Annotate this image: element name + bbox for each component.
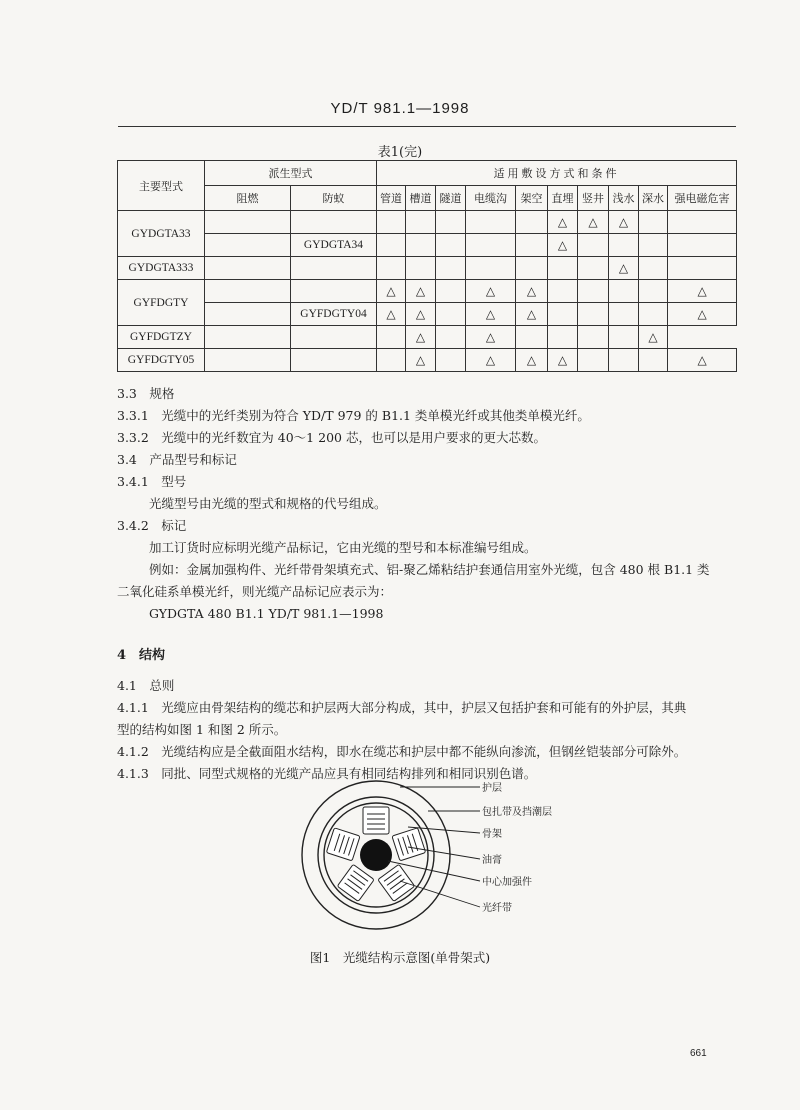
cell-condition-mark [377, 326, 406, 349]
header-condition: 隧道 [436, 186, 466, 211]
cell-condition-mark: △ [548, 234, 578, 257]
table-row [118, 234, 737, 257]
cell-condition-mark: △ [516, 303, 548, 326]
cell-condition-mark [548, 257, 578, 280]
section-3-4: 3.4 产品型号和标记 [117, 452, 237, 467]
cell-condition-mark [377, 211, 406, 234]
header-anti-termite: 防蚁 [291, 186, 377, 211]
cell-condition-mark [609, 280, 639, 303]
cell-condition-mark: △ [406, 280, 436, 303]
cell-main-type: GYFDGTY05 [118, 349, 205, 372]
cell-condition-mark [436, 326, 466, 349]
header-condition: 深水 [639, 186, 668, 211]
cell-condition-mark [639, 211, 668, 234]
cell-condition-mark [609, 349, 639, 372]
cell-condition-mark: △ [377, 303, 406, 326]
cell-flame [205, 257, 291, 280]
clause-3-3-1: 3.3.1 光缆中的光纤类别为符合 YD/T 979 的 B1.1 类单模光纤或其他类单模光纤。 [117, 408, 590, 423]
cell-condition-mark: △ [406, 326, 436, 349]
cell-termite: GYFDGTY04 [291, 303, 377, 326]
clause-3-4-2-example-cont: 二氧化硅系单模光纤，则光缆产品标记应表示为： [117, 584, 393, 599]
cell-condition-mark [668, 211, 737, 234]
cell-condition-mark [668, 257, 737, 280]
cell-condition-mark [466, 211, 516, 234]
header-condition: 管道 [377, 186, 406, 211]
table-row [118, 211, 737, 234]
label-sheath: 护层 [482, 783, 502, 794]
cell-condition-mark: △ [406, 349, 436, 372]
table-row [118, 257, 737, 280]
cell-flame [205, 234, 291, 257]
header-condition: 槽道 [406, 186, 436, 211]
cell-condition-mark: △ [516, 280, 548, 303]
cell-condition-mark [609, 234, 639, 257]
header-condition: 电缆沟 [466, 186, 516, 211]
label-jelly: 油膏 [482, 855, 502, 866]
cell-termite: GYDGTA34 [291, 234, 377, 257]
spec-table [117, 160, 737, 372]
cell-condition-mark [578, 303, 609, 326]
cell-main-type: GYDGTA333 [118, 257, 205, 280]
cell-condition-mark [406, 257, 436, 280]
cell-condition-mark [377, 349, 406, 372]
cell-condition-mark [639, 234, 668, 257]
label-skeleton: 骨架 [482, 829, 502, 840]
table-row [118, 349, 737, 372]
cell-condition-mark: △ [377, 280, 406, 303]
fiber-slot [392, 828, 426, 861]
header-flame-retardant: 阻燃 [205, 186, 291, 211]
header-rule [118, 126, 736, 127]
cell-condition-mark: △ [668, 303, 737, 326]
cell-condition-mark [668, 234, 737, 257]
header-condition: 竖井 [578, 186, 609, 211]
cell-condition-mark: △ [668, 280, 737, 303]
cell-condition-mark: △ [406, 303, 436, 326]
cell-condition-mark [436, 349, 466, 372]
clause-4-1-1-cont: 型的结构如图 1 和图 2 所示。 [117, 722, 287, 737]
cell-termite [205, 326, 291, 349]
header-derived-type: 派生型式 [205, 161, 377, 186]
cell-condition-mark [377, 257, 406, 280]
cell-flame [205, 280, 291, 303]
fiber-slot [363, 807, 389, 834]
cell-condition-mark: △ [578, 211, 609, 234]
cell-flame [205, 211, 291, 234]
header-condition: 浅水 [609, 186, 639, 211]
cell-condition-mark [436, 257, 466, 280]
cell-condition-mark [639, 280, 668, 303]
table-caption: 表1(完) [377, 145, 423, 160]
cell-condition-mark: △ [639, 326, 668, 349]
label-wrapping-tape: 包扎带及挡潮层 [482, 807, 552, 818]
cell-flame [205, 349, 291, 372]
header-condition: 架空 [516, 186, 548, 211]
cell-condition-mark [516, 257, 548, 280]
cell-condition-mark [578, 326, 609, 349]
clause-3-4-1-text: 光缆型号由光缆的型式和规格的代号组成。 [149, 496, 387, 511]
cell-condition-mark [548, 303, 578, 326]
clause-4-1-1: 4.1.1 光缆应由骨架结构的缆芯和护层两大部分构成，其中，护层又包括护套和可能有的外护层，其典 [117, 700, 687, 715]
figure-caption: 图1 光缆结构示意图(单骨架式) [309, 950, 491, 965]
cell-condition-mark [406, 234, 436, 257]
cell-termite [291, 280, 377, 303]
cell-condition-mark [436, 211, 466, 234]
clause-4-1-3: 4.1.3 同批、同型式规格的光缆产品应具有相同结构排列和相同识别色谱。 [117, 766, 537, 781]
cell-termite [291, 349, 377, 372]
cell-flame [205, 303, 291, 326]
cell-condition-mark [639, 257, 668, 280]
table-row [118, 280, 737, 303]
header-condition: 直埋 [548, 186, 578, 211]
cell-condition-mark: △ [548, 349, 578, 372]
clause-3-4-2-text: 加工订货时应标明光缆产品标记，它由光缆的型号和本标准编号组成。 [149, 540, 537, 555]
cell-condition-mark [609, 326, 639, 349]
document-header: YD/T 981.1—1998 [330, 100, 470, 117]
cell-main-type: GYFDGTY [118, 280, 205, 326]
cell-termite [291, 257, 377, 280]
cell-condition-mark [516, 211, 548, 234]
cell-condition-mark [578, 257, 609, 280]
clause-3-3-2: 3.3.2 光缆中的光纤数宜为 40～1 200 芯，也可以是用户要求的更大芯数。 [117, 430, 546, 445]
page-number: 661 [690, 1048, 707, 1059]
cell-condition-mark: △ [609, 257, 639, 280]
header-main-type: 主要型式 [118, 161, 205, 211]
cell-condition-mark: △ [668, 349, 737, 372]
cell-condition-mark [406, 211, 436, 234]
clause-3-4-2-example: 例如：金属加强构件、光纤带骨架填充式、铝-聚乙烯粘结护套通信用室外光缆，包含 480 根 B1.1 类 [149, 562, 710, 577]
cell-condition-mark: △ [466, 303, 516, 326]
cell-condition-mark: △ [516, 349, 548, 372]
cell-condition-mark [436, 280, 466, 303]
cell-condition-mark [548, 326, 578, 349]
cell-condition-mark: △ [609, 211, 639, 234]
cell-condition-mark [516, 326, 548, 349]
cell-flame: GYFDGTZY [118, 326, 205, 349]
cell-condition-mark [466, 234, 516, 257]
clause-4-1-2: 4.1.2 光缆结构应是全截面阻水结构，即水在缆芯和护层中都不能纵向渗流，但钢丝铠装部分可除外。 [117, 744, 687, 759]
section-4-1: 4.1 总则 [117, 678, 175, 693]
cell-condition-mark [436, 303, 466, 326]
label-fiber-ribbon: 光纤带 [482, 903, 512, 914]
cell-condition-mark [466, 257, 516, 280]
clause-3-4-2: 3.4.2 标记 [117, 518, 187, 533]
table-row [118, 303, 737, 326]
section-3-3: 3.3 规格 [117, 386, 175, 401]
cell-condition-mark: △ [466, 349, 516, 372]
header-condition: 强电磁危害 [668, 186, 737, 211]
header-conditions: 适用敷设方式和条件 [377, 161, 737, 186]
cell-condition-mark [639, 349, 668, 372]
cell-condition-mark [516, 234, 548, 257]
section-4: 4 结构 [117, 648, 166, 663]
cell-condition-mark [578, 280, 609, 303]
document-body [117, 383, 742, 785]
clause-3-4-1: 3.4.1 型号 [117, 474, 187, 489]
cell-condition-mark [291, 326, 377, 349]
cell-termite [291, 211, 377, 234]
cell-condition-mark [639, 303, 668, 326]
cell-main-type: GYDGTA33 [118, 211, 205, 257]
cell-condition-mark [578, 349, 609, 372]
cell-condition-mark [377, 234, 406, 257]
cell-condition-mark: △ [466, 326, 516, 349]
cell-condition-mark: △ [466, 280, 516, 303]
cell-condition-mark: △ [548, 211, 578, 234]
fiber-slot [326, 828, 360, 861]
cell-condition-mark [609, 303, 639, 326]
cable-structure-figure [300, 775, 600, 945]
clause-3-4-2-marking: GYDGTA 480 B1.1 YD/T 981.1—1998 [149, 606, 384, 621]
central-strength-member [360, 839, 392, 871]
cell-condition-mark [436, 234, 466, 257]
table-row [118, 326, 737, 349]
cell-condition-mark [578, 234, 609, 257]
cell-condition-mark [548, 280, 578, 303]
label-central-member: 中心加强件 [482, 877, 532, 888]
